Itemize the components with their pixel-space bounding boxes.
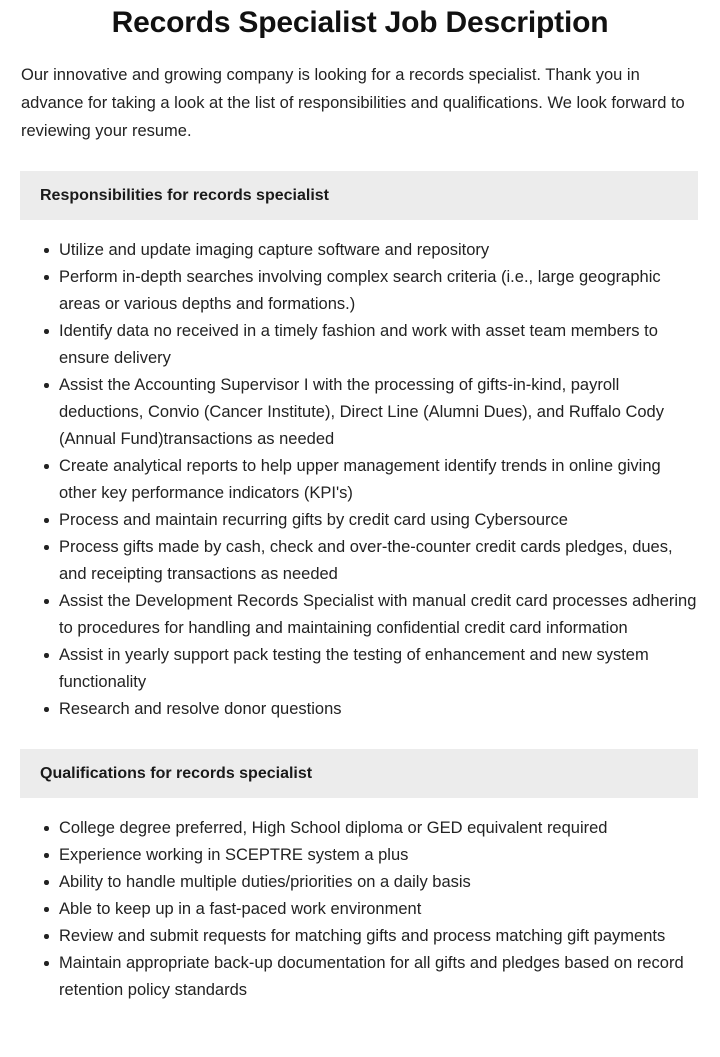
list-item [0,923,697,950]
bullet-icon [44,383,49,388]
list-item-text: Able to keep up in a fast-paced work environment [59,900,422,918]
bullet-icon [44,545,49,550]
list-item-text: College degree preferred, High School diploma or GED equivalent required [59,819,608,837]
list-item [0,896,697,923]
list-item-text: Research and resolve donor questions [59,700,342,718]
section-bullet-list [0,237,720,723]
list-item [0,869,697,896]
list-item [0,237,697,264]
bullet-icon [44,518,49,523]
list-item [0,815,697,842]
list-item-text: Utilize and update imaging capture software and repository [59,241,490,259]
list-item-text: Process and maintain recurring gifts by credit card using Cybersource [59,511,568,529]
section-heading: Responsibilities for records specialist [20,171,698,220]
list-item-text: Assist the Accounting Supervisor I with the processing of gifts-in-kind, payroll deductions, Convio (Cancer Institute), Direct Line (Alumni Dues), and Ruffalo Cody (Annual Fund)transactions as needed [59,376,664,448]
bullet-icon [44,880,49,885]
list-item-text: Create analytical reports to help upper management identify trends in online giving other key performance indicators (KPI's) [59,457,661,502]
document-section [0,145,720,723]
bullet-icon [44,464,49,469]
bullet-icon [44,907,49,912]
list-item [0,453,697,507]
list-item-text: Perform in-depth searches involving complex search criteria (i.e., large geographic areas or various depths and formations.) [59,268,661,313]
list-item-text: Assist the Development Records Specialist with manual credit card processes adhering to procedures for handling and maintaining confidential credit card information [59,592,697,637]
bullet-icon [44,707,49,712]
list-item-text: Ability to handle multiple duties/priorities on a daily basis [59,873,471,891]
bullet-icon [44,599,49,604]
page-title: Records Specialist Job Description [111,6,609,39]
bullet-icon [44,275,49,280]
list-item [0,842,697,869]
list-item [0,588,697,642]
bullet-icon [44,248,49,253]
list-item [0,264,697,318]
list-item [0,642,697,696]
section-heading-spacer [0,798,720,815]
list-item-text: Identify data no received in a timely fashion and work with asset team members to ensure delivery [59,322,658,367]
list-item [0,950,697,1004]
list-item-text: Experience working in SCEPTRE system a plus [59,846,409,864]
intro-paragraph: Our innovative and growing company is looking for a records specialist. Thank you in advance for taking a look at the list of responsibilities and qualifications. We look forward to reviewing your resume. [21,66,685,140]
bullet-icon [44,961,49,966]
bullet-icon [44,653,49,658]
section-heading: Qualifications for records specialist [20,749,698,798]
list-item [0,507,697,534]
list-item-text: Review and submit requests for matching gifts and process matching gift payments [59,927,666,945]
bullet-icon [44,826,49,831]
section-top-spacer [0,723,720,749]
document-section [0,723,720,1004]
bullet-icon [44,853,49,858]
list-item [0,318,697,372]
bottom-spacer [0,1004,720,1046]
bullet-icon [44,934,49,939]
list-item [0,696,697,723]
list-item-text: Maintain appropriate back-up documentation for all gifts and pledges based on record retention policy standards [59,954,684,999]
list-item [0,534,697,588]
sections-container [0,145,720,1004]
list-item-text: Assist in yearly support pack testing the testing of enhancement and new system functionality [59,646,649,691]
section-bullet-list [0,815,720,1004]
bullet-icon [44,329,49,334]
section-heading-spacer [0,220,720,237]
list-item [0,372,697,453]
section-top-spacer [0,145,720,171]
list-item-text: Process gifts made by cash, check and over-the-counter credit cards pledges, dues, and receipting transactions as needed [59,538,673,583]
